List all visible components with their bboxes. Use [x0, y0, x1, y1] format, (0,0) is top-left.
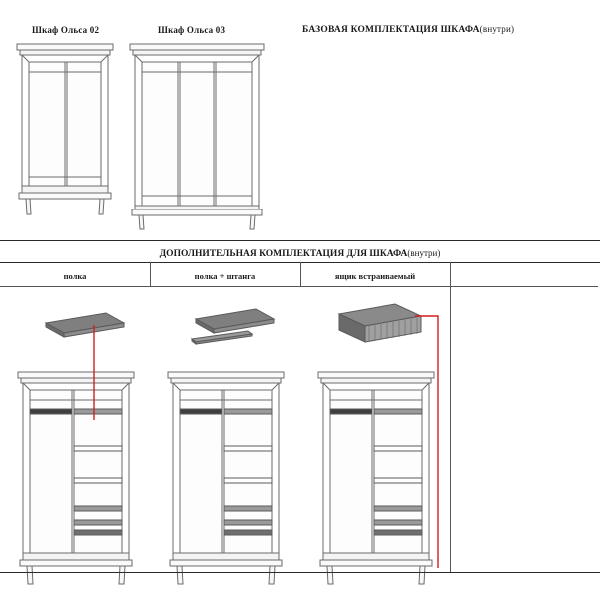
column-right-cap [450, 286, 598, 287]
wardrobe-with-shelf-rod-drawing [160, 368, 292, 588]
wardrobe-02-drawing [10, 38, 120, 216]
wardrobe-with-shelf-drawing [10, 368, 142, 588]
column-separator-3 [450, 262, 451, 572]
section-divider-bottom [0, 572, 600, 573]
base-configuration-title-thin: (внутри) [479, 24, 515, 34]
column-label-shelf: полка [63, 271, 87, 281]
wardrobe-02-label: Шкаф Ольса 02 [32, 25, 100, 35]
shelf-rod-part-drawing [178, 303, 288, 349]
wardrobe-03-base [124, 209, 270, 231]
wardrobe-03-drawing [124, 38, 270, 216]
column-header-underline [0, 286, 450, 287]
additional-configuration-title-thin: (внутри) [407, 248, 441, 258]
column-label-drawer: ящик встраиваемый [334, 271, 416, 281]
wardrobe-03-label: Шкаф Ольса 03 [158, 25, 226, 35]
base-configuration-title-bold: БАЗОВАЯ КОМПЛЕКТАЦИЯ ШКАФА [302, 25, 480, 35]
base-configuration-title [302, 24, 514, 35]
shelf-callout-line [86, 325, 102, 420]
section-divider-top [0, 240, 600, 241]
shelf-part-drawing [28, 305, 128, 345]
column-label-shelf-rod: полка + штанга [194, 271, 256, 281]
drawer-callout-line [414, 312, 444, 570]
additional-configuration-title [0, 248, 600, 259]
additional-configuration-title-bold: ДОПОЛНИТЕЛЬНАЯ КОМПЛЕКТАЦИЯ ДЛЯ ШКАФА [159, 249, 408, 259]
